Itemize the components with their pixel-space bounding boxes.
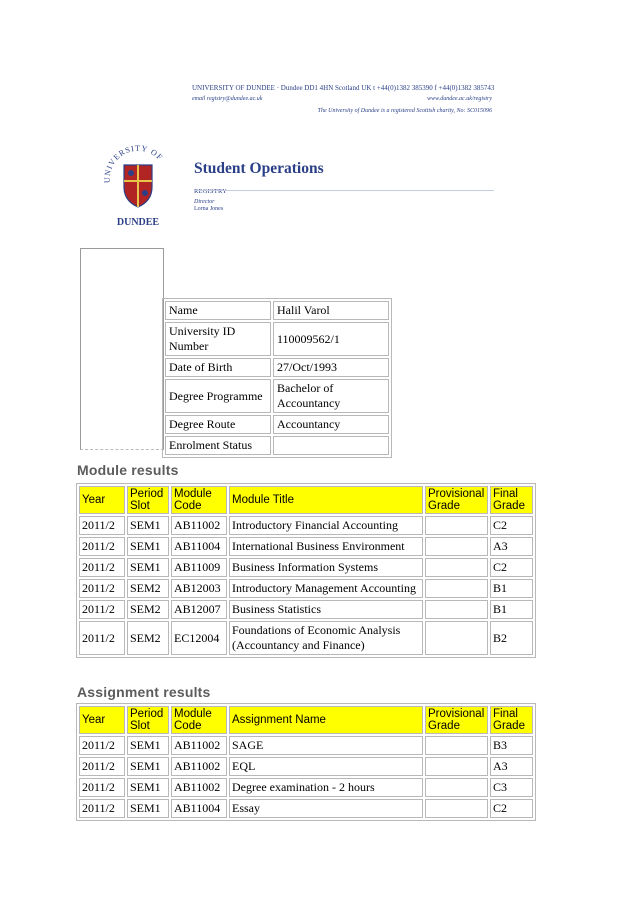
- table-cell: [425, 579, 488, 598]
- table-cell: B3: [490, 736, 533, 755]
- table-cell: 2011/2: [79, 558, 125, 577]
- letterhead-web: www.dundee.ac.uk/registry: [427, 96, 492, 102]
- details-row: [165, 322, 389, 356]
- table-cell: [425, 558, 488, 577]
- details-value: Accountancy: [273, 415, 389, 434]
- details-label: Degree Route: [165, 415, 271, 434]
- column-header: Module Title: [229, 486, 423, 514]
- letterhead-contact: [192, 84, 495, 124]
- table-cell: SEM1: [127, 516, 169, 535]
- table-cell: B1: [490, 600, 533, 619]
- table-row: [79, 736, 533, 755]
- table-cell: C3: [490, 778, 533, 797]
- unit-label: REGISTRY: [194, 188, 228, 195]
- table-cell: International Business Environment: [229, 537, 423, 556]
- table-cell: B1: [490, 579, 533, 598]
- details-row: [165, 436, 389, 455]
- table-cell: SEM2: [127, 579, 169, 598]
- letterhead-address: UNIVERSITY OF DUNDEE · Dundee DD1 4HN Scotland UK t +44(0)1382 385390 f +44(0)1382 385743: [192, 84, 495, 92]
- table-cell: 2011/2: [79, 736, 125, 755]
- logo-arc-text: UNIVERSITY OF: [102, 143, 165, 184]
- department-block: [194, 160, 324, 212]
- column-header: Year: [79, 486, 125, 514]
- logo-name: DUNDEE: [116, 217, 160, 228]
- table-cell: AB12007: [171, 600, 227, 619]
- column-header: Period Slot: [127, 706, 169, 734]
- table-cell: [425, 757, 488, 776]
- table-cell: AB11002: [171, 757, 227, 776]
- column-header: Year: [79, 706, 125, 734]
- table-cell: SEM1: [127, 736, 169, 755]
- table-cell: C2: [490, 516, 533, 535]
- crest-icon: [124, 165, 152, 207]
- university-logo: [98, 135, 178, 230]
- table-cell: A3: [490, 537, 533, 556]
- column-header: Final Grade: [490, 486, 533, 514]
- module-results-heading: Module results: [77, 462, 179, 478]
- details-value: 27/Oct/1993: [273, 358, 389, 377]
- table-cell: AB11002: [171, 778, 227, 797]
- column-header: Module Code: [171, 486, 227, 514]
- table-cell: 2011/2: [79, 799, 125, 818]
- column-header: Module Code: [171, 706, 227, 734]
- details-row: [165, 379, 389, 413]
- column-header: Final Grade: [490, 706, 533, 734]
- table-cell: AB11002: [171, 736, 227, 755]
- assignment-results-table: [76, 703, 536, 821]
- table-row: [79, 558, 533, 577]
- details-row: [165, 301, 389, 320]
- details-value: Halil Varol: [273, 301, 389, 320]
- table-cell: Business Information Systems: [229, 558, 423, 577]
- table-cell: [425, 516, 488, 535]
- table-cell: [425, 799, 488, 818]
- table-cell: A3: [490, 757, 533, 776]
- table-cell: C2: [490, 799, 533, 818]
- table-cell: B2: [490, 621, 533, 655]
- table-cell: SEM1: [127, 537, 169, 556]
- table-row: [79, 799, 533, 818]
- table-row: [79, 757, 533, 776]
- table-cell: Introductory Financial Accounting: [229, 516, 423, 535]
- column-header: Provisional Grade: [425, 706, 488, 734]
- letterhead-charity: The University of Dundee is a registered Scottish charity, No: SC015096: [317, 108, 492, 114]
- details-label: Name: [165, 301, 271, 320]
- details-row: [165, 358, 389, 377]
- table-cell: AB11009: [171, 558, 227, 577]
- director-label: Director: [194, 199, 215, 205]
- column-header: Period Slot: [127, 486, 169, 514]
- assignment-results-heading: Assignment results: [77, 684, 211, 700]
- table-cell: 2011/2: [79, 621, 125, 655]
- table-row: [79, 778, 533, 797]
- letterhead-email: email registry@dundee.ac.uk: [192, 96, 263, 102]
- column-header: Provisional Grade: [425, 486, 488, 514]
- table-cell: AB12003: [171, 579, 227, 598]
- table-cell: Introductory Management Accounting: [229, 579, 423, 598]
- table-cell: SAGE: [229, 736, 423, 755]
- table-row: [79, 516, 533, 535]
- photo-placeholder: [80, 248, 164, 450]
- department-title: Student Operations: [194, 160, 324, 177]
- table-cell: AB11002: [171, 516, 227, 535]
- details-label: Degree Programme: [165, 379, 271, 413]
- table-cell: 2011/2: [79, 778, 125, 797]
- table-cell: SEM1: [127, 778, 169, 797]
- details-row: [165, 415, 389, 434]
- table-cell: Essay: [229, 799, 423, 818]
- table-cell: SEM1: [127, 558, 169, 577]
- details-label: Enrolment Status: [165, 436, 271, 455]
- table-row: [79, 537, 533, 556]
- table-cell: 2011/2: [79, 537, 125, 556]
- table-row: [79, 579, 533, 598]
- table-row: [79, 621, 533, 655]
- table-cell: Business Statistics: [229, 600, 423, 619]
- table-cell: EC12004: [171, 621, 227, 655]
- details-value: Bachelor of Accountancy: [273, 379, 389, 413]
- details-label: University ID Number: [165, 322, 271, 356]
- column-header: Assignment Name: [229, 706, 423, 734]
- table-cell: [425, 600, 488, 619]
- table-cell: [425, 736, 488, 755]
- table-cell: SEM2: [127, 600, 169, 619]
- table-cell: [425, 778, 488, 797]
- student-details-table: [162, 298, 392, 458]
- table-cell: SEM1: [127, 799, 169, 818]
- details-label: Date of Birth: [165, 358, 271, 377]
- table-cell: EQL: [229, 757, 423, 776]
- table-cell: Foundations of Economic Analysis (Accountancy and Finance): [229, 621, 423, 655]
- details-value: 110009562/1: [273, 322, 389, 356]
- details-value: [273, 436, 389, 455]
- letterhead-divider: [194, 190, 494, 191]
- table-cell: [425, 537, 488, 556]
- module-results-table: [76, 483, 536, 658]
- table-cell: 2011/2: [79, 600, 125, 619]
- table-cell: SEM2: [127, 621, 169, 655]
- table-cell: Degree examination - 2 hours: [229, 778, 423, 797]
- table-cell: AB11004: [171, 537, 227, 556]
- table-cell: SEM1: [127, 757, 169, 776]
- table-cell: 2011/2: [79, 757, 125, 776]
- table-cell: AB11004: [171, 799, 227, 818]
- table-cell: [425, 621, 488, 655]
- table-row: [79, 600, 533, 619]
- director-name: Lorna Jones: [194, 206, 224, 212]
- table-cell: 2011/2: [79, 516, 125, 535]
- table-cell: 2011/2: [79, 579, 125, 598]
- table-cell: C2: [490, 558, 533, 577]
